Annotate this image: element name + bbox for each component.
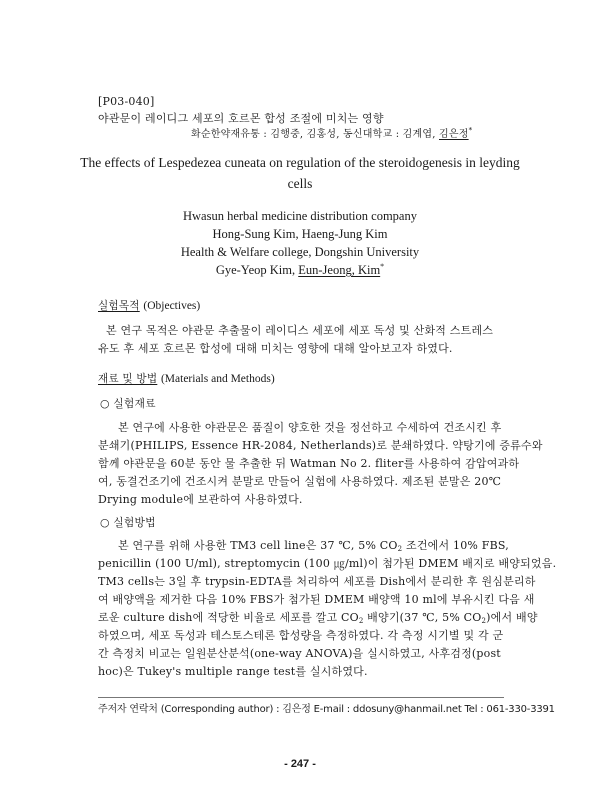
english-title-line-1: The effects of Lespedezea cuneata on regulation of the steroidogenesis in leyding [80, 155, 520, 170]
method-line-5-text-b: 배양기(37 ℃, 5% CO [363, 611, 482, 624]
method-line-1 [118, 537, 522, 553]
methods-heading-korean: 재료 및 방법 [98, 373, 158, 385]
method-line-4: 여 배양액을 제거한 다음 10% FBS가 첨가된 DMEM 배양액 10 ml에 부유시킨 다음 새 [98, 593, 535, 606]
objectives-line-2: 유도 후 세포 호르몬 합성에 대해 미치는 영향에 대해 알아보고자 하였다. [98, 342, 453, 355]
english-corresponding-mark: * [380, 262, 385, 271]
method-line-1-subscript: 2 [397, 545, 403, 553]
english-title-line-2: cells [287, 176, 313, 191]
method-line-2: penicillin (100 U/ml), streptomycin (100 ㎍/ml)이 첨가된 DMEM 배지로 배양되었음. [98, 557, 557, 570]
method-line-6: 하였으며, 세포 독성과 테스토스테론 합성량을 측정하였다. 각 측정 시기별 및 각 군 [98, 629, 504, 642]
methods-heading [98, 371, 275, 386]
method-line-5-subscript-1: 2 [358, 617, 364, 625]
korean-affiliation-text: 화순한약재유통 : 김행중, 김홍성, 동신대학교 : 김계엽, [191, 129, 439, 140]
method-subheading: ○ 실험방법 [100, 516, 156, 529]
method-line-5-text-a: 로운 culture dish에 적당한 비율로 세포를 깔고 CO [98, 611, 359, 624]
method-line-5-subscript-2: 2 [481, 617, 487, 625]
materials-line-4: 여, 동결건조기에 건조시켜 분말로 만들어 실험에 사용하였다. 제조된 분말은 20℃ [98, 475, 502, 488]
korean-affiliation [191, 125, 472, 140]
method-line-7: 간 측정치 비교는 일원분산분석(one-way ANOVA)을 실시하였고, 사후검정(post [98, 647, 501, 660]
materials-line-2: 분쇄기(PHILIPS, Essence HR-2084, Netherlands)로 분쇄하였다. 약탕기에 증류수와 [98, 439, 543, 452]
method-line-5-text-c: )에서 배양 [486, 611, 538, 624]
objectives-heading-korean: 실험목적 [98, 300, 140, 312]
objectives-heading [98, 298, 200, 313]
method-line-5 [98, 609, 538, 625]
objectives-line-1: 본 연구 목적은 야관문 추출물이 레이디스 세포에 세포 독성 및 산화적 스트레스 [106, 324, 494, 337]
english-corresponding-author: Eun-Jeong, Kim [298, 263, 381, 278]
english-affiliation-2: Health & Welfare college, Dongshin University [180, 245, 420, 259]
korean-title: 야관문이 레이디그 세포의 호르몬 합성 조절에 미치는 영향 [98, 112, 384, 125]
materials-line-5: Drying module에 보관하여 사용하였다. [98, 493, 303, 506]
english-authors-2-text: Gye-Yeop Kim, [215, 263, 299, 278]
methods-heading-english: (Materials and Methods) [160, 373, 275, 385]
english-affiliation-1: Hwasun herbal medicine distribution company [183, 209, 417, 223]
page-number: - 247 - [284, 758, 316, 770]
corresponding-author-contact: 주저자 연락처 (Corresponding author) : 김은정 E-mail : ddosuny@hanmail.net Tel : 061-330-3391 [98, 704, 555, 715]
materials-line-1: 본 연구에 사용한 야관문은 품질이 양호한 것을 정선하고 수세하여 건조시킨 후 [118, 421, 502, 434]
footnote-divider [98, 697, 504, 698]
objectives-heading-english: (Objectives) [143, 300, 201, 312]
materials-subheading: ○ 실험재료 [100, 397, 156, 410]
english-authors-2 [0, 262, 600, 278]
method-line-1-text: 본 연구를 위해 사용한 TM3 cell line은 37 ℃, 5% CO [118, 539, 398, 552]
abstract-code: [P03-040] [98, 95, 155, 108]
method-line-3: TM3 cells는 3일 후 trypsin-EDTA를 처리하여 세포를 Dish에서 분리한 후 원심분리하 [98, 575, 536, 588]
korean-corresponding-mark: * [468, 126, 473, 135]
english-authors-1: Hong-Sung Kim, Haeng-Jung Kim [212, 227, 388, 241]
korean-corresponding-author: 김은정 [439, 129, 469, 140]
method-line-8: hoc)은 Tukey's multiple range test를 실시하였다. [98, 665, 368, 678]
materials-line-3: 함께 야관문을 60분 동안 물 추출한 뒤 Watman No 2. fliter를 사용하여 감압여과하 [98, 457, 520, 470]
method-line-1-end: 조건에서 10% FBS, [402, 539, 509, 552]
